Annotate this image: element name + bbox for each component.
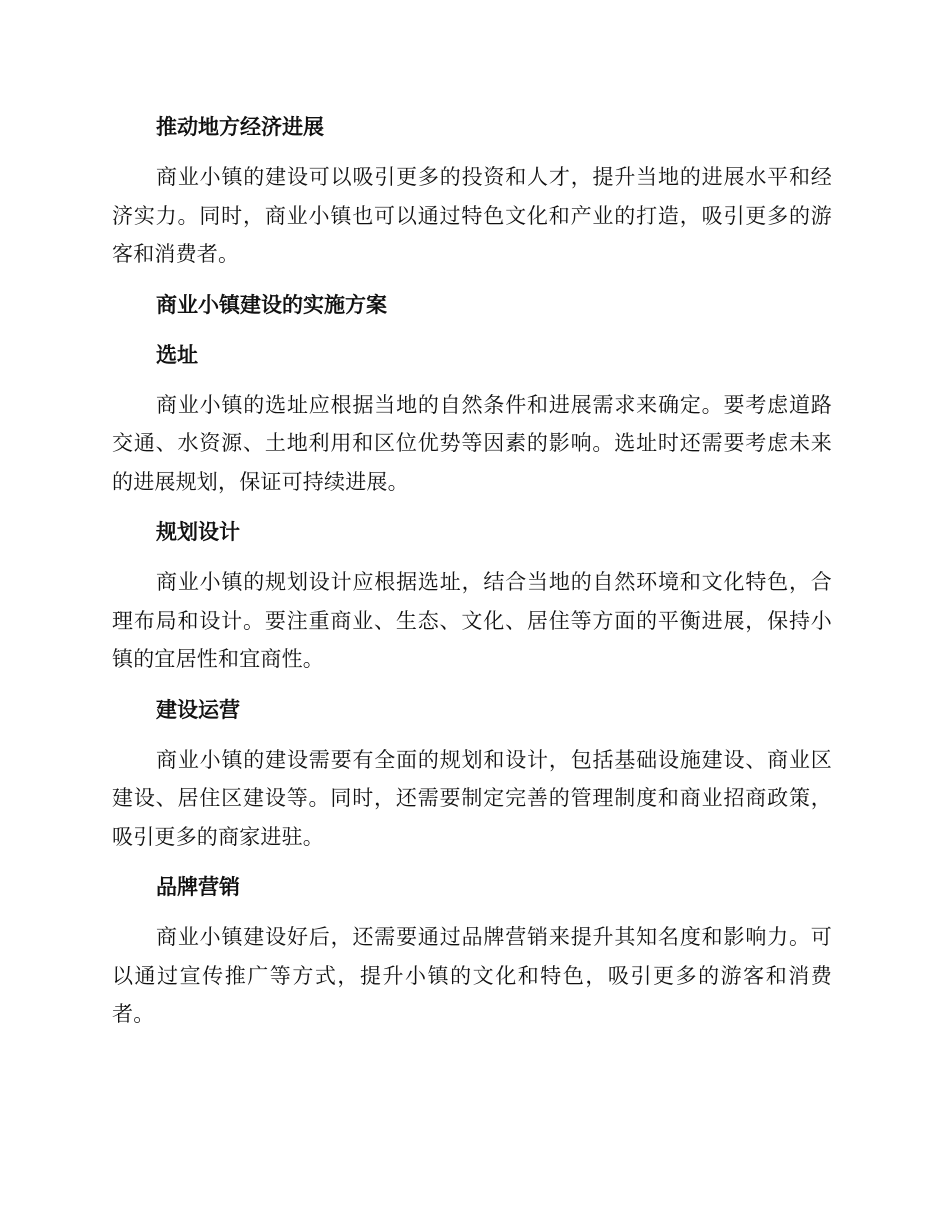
section-heading-planning-design: 规划设计 xyxy=(156,520,240,544)
paragraph-site-selection: 商业小镇的选址应根据当地的自然条件和进展需求来确定。要考虑道路交通、水资源、土地利用和区位优势等因素的影响。选址时还需要考虑未来的进展规划，保证可持续进展。 xyxy=(112,392,832,494)
paragraph-brand-marketing: 商业小镇建设好后，还需要通过品牌营销来提升其知名度和影响力。可以通过宣传推广等方式，提升小镇的文化和特色，吸引更多的游客和消费者。 xyxy=(112,925,832,1026)
section-heading-construction-operation: 建设运营 xyxy=(156,697,240,722)
paragraph-planning-design: 商业小镇的规划设计应根据选址，结合当地的自然环境和文化特色，合理布局和设计。要注重商业、生态、文化、居住等方面的平衡进展，保持小镇的宜居性和宜商性。 xyxy=(112,570,832,671)
section-heading-local-economy: 推动地方经济进展 xyxy=(156,115,324,139)
document-body xyxy=(112,108,832,1046)
paragraph-local-economy: 商业小镇的建设可以吸引更多的投资和人才，提升当地的进展水平和经济实力。同时，商业小镇也可以通过特色文化和产业的打造，吸引更多的游客和消费者。 xyxy=(112,165,832,266)
section-heading-implementation-plan: 商业小镇建设的实施方案 xyxy=(156,292,387,317)
section-heading-brand-marketing: 品牌营销 xyxy=(156,875,240,899)
section-heading-site-selection: 选址 xyxy=(156,342,198,367)
paragraph-construction-operation: 商业小镇的建设需要有全面的规划和设计，包括基础设施建设、商业区建设、居住区建设等。同时，还需要制定完善的管理制度和商业招商政策，吸引更多的商家进驻。 xyxy=(112,747,832,849)
